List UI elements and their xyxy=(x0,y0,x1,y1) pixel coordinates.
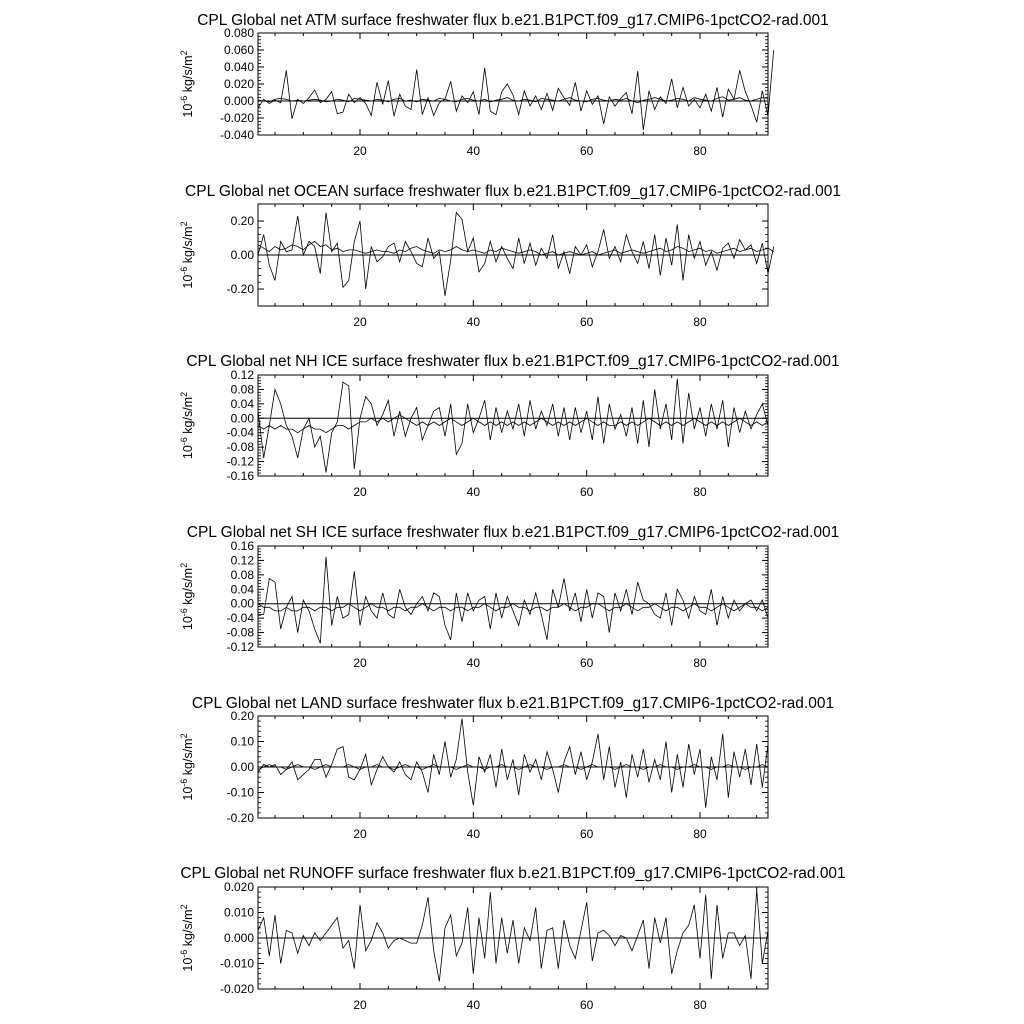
y-axis-label xyxy=(179,50,195,117)
y-axis-label-superscript: 2 xyxy=(179,50,189,56)
x-tick-label: 20 xyxy=(353,485,367,499)
y-axis-label xyxy=(179,392,195,459)
x-tick-label: 40 xyxy=(466,827,481,841)
chart-title: CPL Global net LAND surface freshwater flux b.e21.B1PCT.f09_g17.CMIP6-1pctCO2-rad.001 xyxy=(191,695,835,712)
y-tick-label: 0.16 xyxy=(230,539,254,553)
y-tick-label: -0.04 xyxy=(226,611,254,626)
x-tick-label: 80 xyxy=(693,485,707,499)
y-axis-label-part: 10 xyxy=(181,616,195,631)
y-tick-label: -0.08 xyxy=(226,440,254,455)
chart-panel-4 xyxy=(179,524,839,670)
y-axis-label-part: kg/s/m xyxy=(181,55,195,96)
x-tick-label: 40 xyxy=(466,656,481,670)
y-tick-label: -0.16 xyxy=(226,469,254,483)
y-tick-label: 0.000 xyxy=(223,94,254,108)
y-axis-label-part: kg/s/m xyxy=(181,909,195,950)
y-tick-label: 0.020 xyxy=(223,880,254,894)
y-axis-label-part: 10 xyxy=(181,103,195,118)
series-line-1 xyxy=(258,213,774,296)
y-axis-label-superscript: -6 xyxy=(179,437,189,446)
x-tick-label: 20 xyxy=(353,998,367,1012)
y-tick-label: 0.00 xyxy=(230,760,254,774)
y-axis-label-superscript: 2 xyxy=(179,904,189,910)
y-tick-label: -0.12 xyxy=(226,640,254,654)
y-tick-label: 0.12 xyxy=(230,368,254,382)
x-tick-label: 80 xyxy=(693,827,707,841)
x-tick-label: 40 xyxy=(466,485,481,499)
y-tick-label: 0.08 xyxy=(230,382,254,397)
y-axis-label-superscript: 2 xyxy=(179,391,189,397)
y-tick-label: -0.04 xyxy=(226,425,254,440)
y-axis-label-part: 10 xyxy=(181,274,195,289)
x-tick-label: 40 xyxy=(466,144,481,158)
y-tick-label: -0.20 xyxy=(226,811,254,825)
y-axis-label-part: kg/s/m xyxy=(181,567,195,609)
x-tick-label: 80 xyxy=(693,998,707,1012)
y-axis-label-part: 10 xyxy=(181,445,195,460)
x-tick-label: 40 xyxy=(466,315,481,329)
y-tick-label: 0.00 xyxy=(230,411,254,426)
y-axis-label-superscript: -6 xyxy=(179,949,189,958)
y-axis-label-superscript: -6 xyxy=(179,266,189,275)
y-axis-label-superscript: 2 xyxy=(179,733,189,739)
y-tick-label: -0.20 xyxy=(226,282,254,296)
chart-title: CPL Global net ATM surface freshwater flux b.e21.B1PCT.f09_g17.CMIP6-1pctCO2-rad.001 xyxy=(197,12,829,29)
y-tick-label: -0.12 xyxy=(226,454,254,469)
y-tick-label: 0.00 xyxy=(230,596,254,611)
chart-title: CPL Global net SH ICE surface freshwater flux b.e21.B1PCT.f09_g17.CMIP6-1pctCO2-rad.001 xyxy=(186,524,840,541)
x-tick-label: 20 xyxy=(353,315,367,329)
y-axis-label-superscript: 2 xyxy=(179,221,189,227)
chart-title: CPL Global net RUNOFF surface freshwater flux b.e21.B1PCT.f09_g17.CMIP6-1pctCO2-rad.001 xyxy=(180,865,846,882)
x-tick-label: 60 xyxy=(579,485,594,499)
y-axis-label-part: 10 xyxy=(181,786,195,801)
y-tick-label: 0.020 xyxy=(223,77,254,91)
y-axis-label-part: 10 xyxy=(181,957,195,972)
y-tick-label: 0.04 xyxy=(230,582,254,597)
y-axis-label-part: kg/s/m xyxy=(181,738,195,779)
chart-panel-6 xyxy=(179,865,846,1012)
chart-panel-1 xyxy=(179,12,829,158)
y-tick-label: -0.010 xyxy=(219,956,254,971)
x-tick-label: 60 xyxy=(579,827,594,841)
y-tick-label: 0.20 xyxy=(230,214,254,228)
series-line-1 xyxy=(258,719,768,808)
x-tick-label: 80 xyxy=(693,656,707,670)
x-tick-label: 40 xyxy=(466,998,481,1012)
x-tick-label: 80 xyxy=(693,144,707,158)
x-tick-label: 20 xyxy=(353,827,367,841)
x-tick-label: 20 xyxy=(353,656,367,670)
y-tick-label: 0.00 xyxy=(230,248,254,262)
y-tick-label: 0.060 xyxy=(223,43,254,57)
chart-title: CPL Global net OCEAN surface freshwater flux b.e21.B1PCT.f09_g17.CMIP6-1pctCO2-rad.001 xyxy=(185,183,841,200)
y-axis-label-superscript: -6 xyxy=(179,95,189,104)
y-tick-label: -0.10 xyxy=(226,785,254,800)
y-tick-label: 0.08 xyxy=(230,567,254,582)
plot-frame xyxy=(258,546,768,647)
y-axis-label xyxy=(179,733,195,800)
y-axis-label xyxy=(179,563,195,630)
x-tick-label: 60 xyxy=(579,656,594,670)
y-axis-label-part: kg/s/m xyxy=(181,396,195,438)
x-tick-label: 60 xyxy=(579,144,594,158)
chart-panel-5 xyxy=(179,695,834,841)
series-line-1 xyxy=(258,890,768,982)
chart-panel-3 xyxy=(179,353,840,499)
x-tick-label: 60 xyxy=(579,315,594,329)
chart-title: CPL Global net NH ICE surface freshwater flux b.e21.B1PCT.f09_g17.CMIP6-1pctCO2-rad.001 xyxy=(186,353,840,370)
y-axis-label-superscript: -6 xyxy=(179,778,189,787)
series-line-1 xyxy=(258,50,774,130)
y-axis-label-superscript: -6 xyxy=(179,608,189,617)
y-tick-label: -0.020 xyxy=(219,111,254,125)
y-tick-label: 0.000 xyxy=(223,931,254,945)
x-tick-label: 60 xyxy=(579,998,594,1012)
y-axis-label xyxy=(179,221,195,288)
y-tick-label: -0.08 xyxy=(226,625,254,640)
y-tick-label: 0.010 xyxy=(223,905,254,920)
chart-panel-2 xyxy=(179,183,841,329)
y-tick-label: -0.020 xyxy=(219,982,254,996)
y-axis-label-superscript: 2 xyxy=(179,562,189,568)
plot-frame xyxy=(258,33,768,135)
y-axis-label xyxy=(179,904,195,971)
y-tick-label: 0.10 xyxy=(230,734,254,749)
x-tick-label: 80 xyxy=(693,315,707,329)
series-line-1 xyxy=(258,557,768,644)
y-tick-label: 0.04 xyxy=(230,396,254,411)
x-tick-label: 20 xyxy=(353,144,367,158)
plot-frame xyxy=(258,375,768,476)
y-tick-label: -0.040 xyxy=(219,128,254,142)
y-tick-label: 0.040 xyxy=(223,60,254,74)
y-tick-label: 0.12 xyxy=(230,553,254,568)
y-tick-label: 0.080 xyxy=(223,26,254,40)
series-line-1 xyxy=(258,379,768,473)
y-axis-label-part: kg/s/m xyxy=(181,226,195,267)
y-tick-label: 0.20 xyxy=(230,709,254,723)
